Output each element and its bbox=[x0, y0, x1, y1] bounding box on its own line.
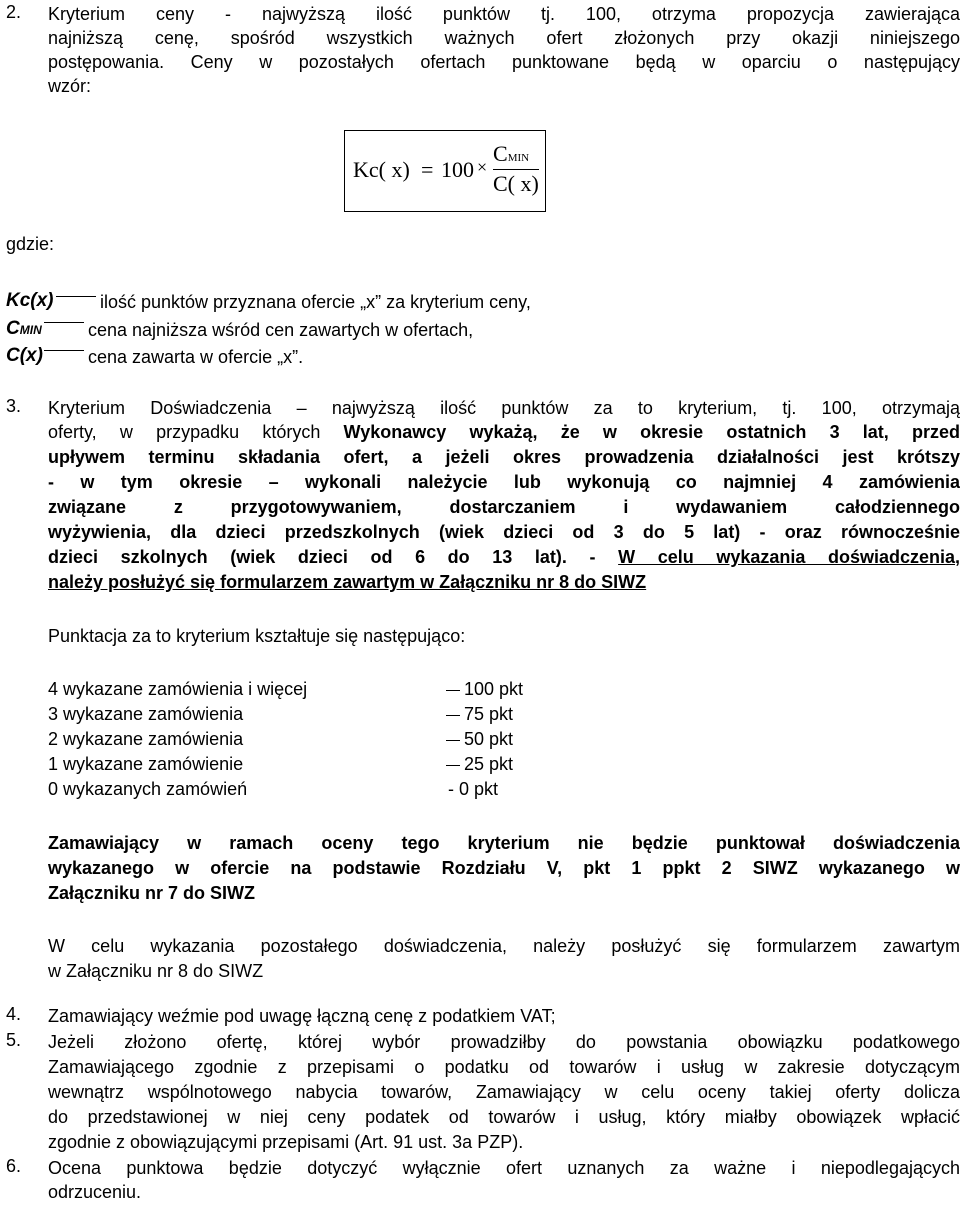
paragraph-line: Ocena punktowa będzie dotyczyć wyłącznie ofert uznanych za ważne i niepodlegających bbox=[48, 1158, 960, 1178]
scoring-dash bbox=[446, 765, 460, 766]
formula-numerator: CMIN bbox=[493, 141, 530, 166]
paragraph-line: oferty, w przypadku których Wykonawcy wykażą, że w okresie ostatnich 3 lat, przed bbox=[48, 422, 960, 442]
fraction-bar bbox=[493, 169, 539, 170]
scoring-label: 4 wykazane zamówienia i więcej bbox=[48, 679, 308, 699]
paragraph-line: należy posłużyć się formularzem zawartym w Załączniku nr 8 do SIWZ bbox=[48, 572, 647, 592]
section-number: 5. bbox=[6, 1030, 22, 1050]
definition-text: cena najniższa wśród cen zawartych w ofertach, bbox=[88, 320, 474, 340]
paragraph-line: Jeżeli złożono ofertę, której wybór prowadziłby do powstania obowiązku podatkowego bbox=[48, 1032, 960, 1052]
note-line: Zamawiający w ramach oceny tego kryterium nie będzie punktował doświadczenia bbox=[48, 833, 960, 853]
scoring-label: 1 wykazane zamówienie bbox=[48, 754, 244, 774]
definition-term: CMIN bbox=[6, 318, 42, 339]
scoring-label: 2 wykazane zamówienia bbox=[48, 729, 244, 749]
note-line: wykazanego w ofercie na podstawie Rozdziału V, pkt 1 ppkt 2 SIWZ wykazanego w bbox=[48, 858, 960, 878]
scoring-label: 3 wykazane zamówienia bbox=[48, 704, 244, 724]
scoring-points: 25 pkt bbox=[464, 754, 514, 774]
scoring-dash bbox=[446, 715, 460, 716]
scoring-dash bbox=[446, 740, 460, 741]
scoring-intro: Punktacja za to kryterium kształtuje się następująco: bbox=[48, 626, 466, 646]
definition-text: cena zawarta w ofercie „x”. bbox=[88, 347, 304, 367]
definition-term: Kc(x) bbox=[6, 290, 54, 311]
scoring-points: 50 pkt bbox=[464, 729, 514, 749]
paragraph-line: związane z przygotowywaniem, dostarczaniem i wydawaniem całodziennego bbox=[48, 497, 960, 517]
paragraph-line: najniższą cenę, spośród wszystkich ważnych ofert złożonych przy okazji niniejszego bbox=[48, 28, 960, 48]
note-line: W celu wykazania pozostałego doświadczenia, należy posłużyć się formularzem zawartym bbox=[48, 936, 960, 956]
formula-equals: = bbox=[421, 157, 434, 182]
paragraph-line: postępowania. Ceny w pozostałych ofertach punktowane będą w oparciu o następujący bbox=[48, 52, 960, 72]
paragraph-line: zgodnie z obowiązującymi przepisami (Art. 91 ust. 3a PZP). bbox=[48, 1132, 524, 1152]
formula-times: × bbox=[477, 157, 488, 177]
note-line: w Załączniku nr 8 do SIWZ bbox=[48, 961, 264, 981]
price-formula bbox=[344, 130, 546, 212]
definition-term: C(x) bbox=[6, 345, 43, 366]
paragraph-line: Kryterium ceny - najwyższą ilość punktów tj. 100, otrzyma propozycja zawierająca bbox=[48, 4, 960, 24]
scoring-points: 100 pkt bbox=[464, 679, 524, 699]
paragraph-line: Zamawiającego zgodnie z przepisami o podatku od towarów i usług w zakresie dotyczącym bbox=[48, 1057, 960, 1077]
definition-text: ilość punktów przyznana ofercie „x” za kryterium ceny, bbox=[100, 292, 531, 312]
paragraph-line: - w tym okresie – wykonali należycie lub wykonują co najmniej 4 zamówienia bbox=[48, 472, 960, 492]
paragraph-line: wyżywienia, dla dzieci przedszkolnych (wiek dzieci od 3 do 5 lat) - oraz równocześnie bbox=[48, 522, 960, 542]
paragraph-line: odrzuceniu. bbox=[48, 1182, 142, 1202]
paragraph-line: dzieci szkolnych (wiek dzieci od 6 do 13 lat). - W celu wykazania doświadczenia, bbox=[48, 547, 960, 567]
paragraph-line: wzór: bbox=[48, 76, 92, 96]
section-number: 6. bbox=[6, 1156, 22, 1176]
paragraph-line: Zamawiający weźmie pod uwagę łączną cenę z podatkiem VAT; bbox=[48, 1006, 556, 1026]
section-number: 4. bbox=[6, 1004, 22, 1024]
definition-dash bbox=[44, 350, 84, 351]
definition-dash bbox=[56, 296, 96, 297]
formula-denominator: C( x) bbox=[493, 171, 539, 196]
note-line: Załączniku nr 7 do SIWZ bbox=[48, 883, 256, 903]
paragraph-line: do przedstawionej w niej ceny podatek od towarów i usług, który miałby obowiązek wpłacić bbox=[48, 1107, 960, 1127]
definition-dash bbox=[44, 322, 84, 323]
section-number: 3. bbox=[6, 396, 22, 416]
formula-lhs: Kc( x) bbox=[353, 157, 410, 182]
where-label: gdzie: bbox=[6, 234, 55, 254]
scoring-points: - 0 pkt bbox=[448, 779, 499, 799]
paragraph-line: wewnątrz wspólnotowego nabycia towarów, Zamawiający w celu oceny takiej oferty dolicza bbox=[48, 1082, 960, 1102]
paragraph-line: upływem terminu składania ofert, a jeżeli okres prowadzenia działalności jest krótszy bbox=[48, 447, 960, 467]
scoring-label: 0 wykazanych zamówień bbox=[48, 779, 248, 799]
paragraph-line: Kryterium Doświadczenia – najwyższą ilość punktów za to kryterium, tj. 100, otrzymają bbox=[48, 398, 960, 418]
scoring-dash bbox=[446, 690, 460, 691]
section-number: 2. bbox=[6, 2, 22, 22]
scoring-points: 75 pkt bbox=[464, 704, 514, 724]
formula-coefficient: 100 bbox=[441, 157, 474, 182]
